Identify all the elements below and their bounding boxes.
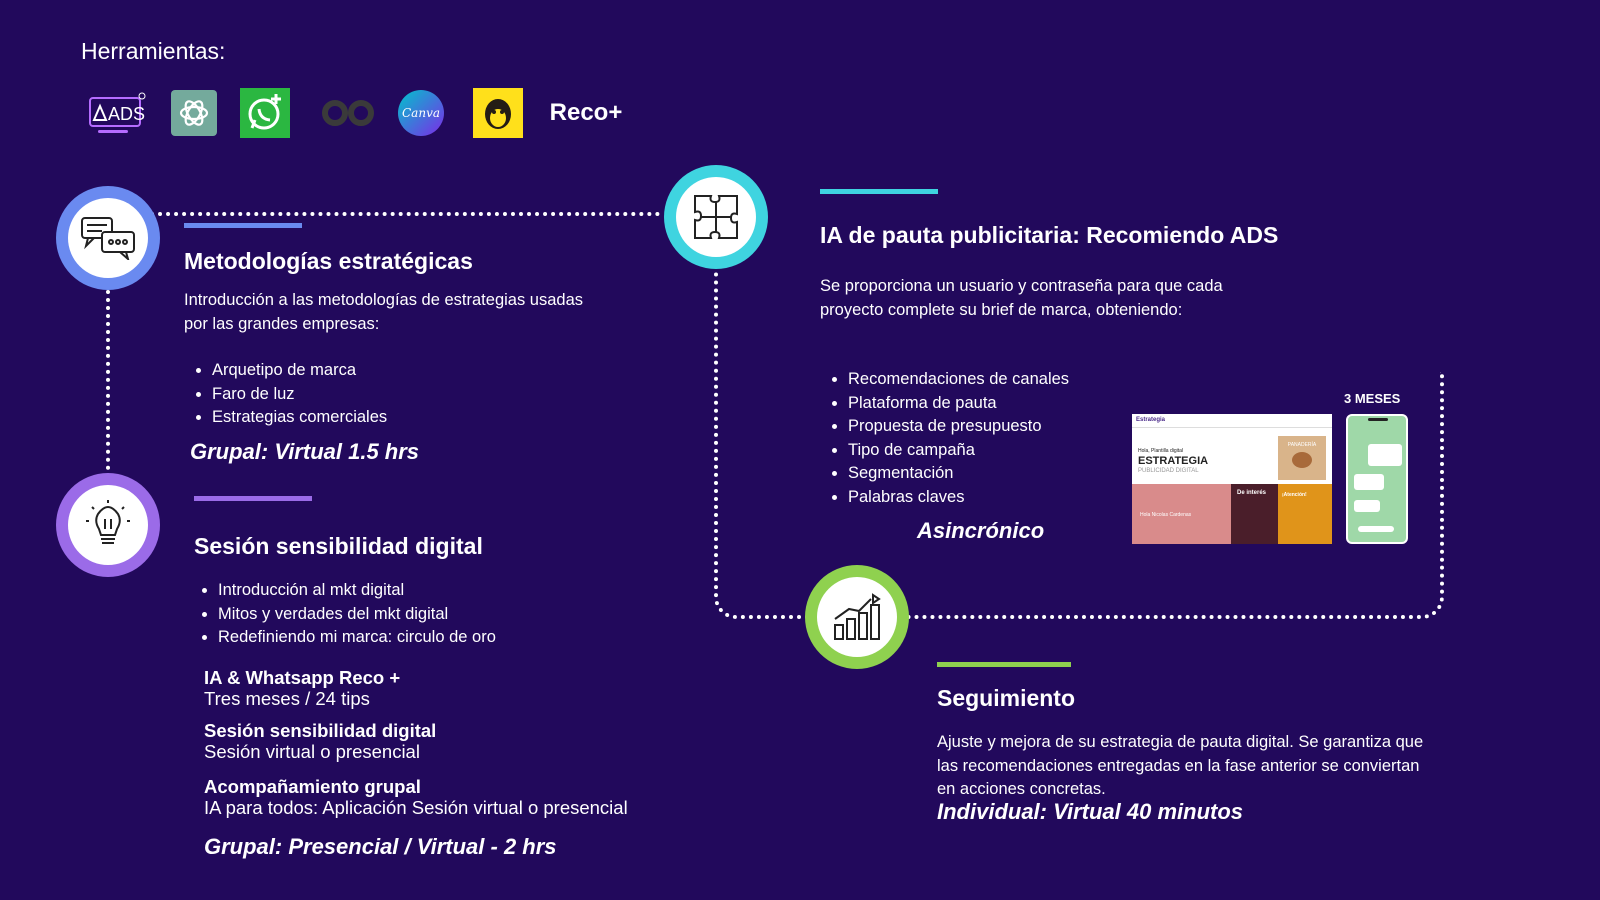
list-item: • Introducción al mkt digital — [218, 579, 496, 603]
preview-panel-user: Hola Nicolas Cardenas — [1132, 484, 1231, 544]
sensibilidad-list — [190, 579, 496, 650]
list-item: • Segmentación — [848, 462, 1069, 486]
list-item: • Faro de luz — [212, 383, 387, 407]
growth-chart-icon — [831, 593, 883, 641]
growth-step-circle — [805, 565, 909, 669]
chatgpt-logo-icon — [170, 88, 218, 138]
ia-pauta-mode: Asincrónico — [917, 518, 1045, 543]
idea-step-circle — [56, 473, 160, 577]
tools-title: Herramientas: — [81, 38, 226, 64]
sensibilidad-title: Sesión sensibilidad digital — [194, 533, 483, 559]
section-accent-bar — [194, 496, 312, 501]
metodologias-mode: Grupal: Virtual 1.5 hrs — [190, 439, 420, 464]
sub-item-text: IA para todos: Aplicación Sesión virtual o presencial — [204, 797, 628, 818]
seguimiento-description: Ajuste y mejora de su estrategia de pauta digital. Se garantiza que las recomendaciones entregadas en la fase anterior se conviertan en acciones concretas. — [937, 733, 1424, 798]
preview-photo: PANADERÍA — [1278, 436, 1326, 480]
strategy-preview-image — [1132, 414, 1332, 544]
list-item: • Estrategias comerciales — [212, 406, 387, 430]
preview-panel-attention: ¡Atención! — [1278, 484, 1332, 544]
sub-item-title: Sesión sensibilidad digital — [204, 720, 437, 741]
connector-line — [106, 290, 110, 470]
ia-pauta-title: IA de pauta publicitaria: Recomiendo ADS — [820, 222, 1279, 248]
list-item: • Propuesta de presupuesto — [848, 415, 1069, 439]
ads-logo-icon — [86, 88, 146, 138]
list-item: • Arquetipo de marca — [212, 359, 387, 383]
list-item: • Redefiniendo mi marca: circulo de oro — [218, 626, 496, 650]
sub-item-text: Sesión virtual o presencial — [204, 741, 420, 762]
sub-item — [204, 776, 628, 818]
ia-pauta-description: Se proporciona un usuario y contraseña para que cada proyecto complete su brief de marca, obteniendo: — [820, 277, 1223, 319]
list-item: • Palabras claves — [848, 486, 1069, 510]
preview-greeting: Hola, Plantilla digital — [1138, 448, 1184, 454]
section-accent-bar — [937, 662, 1071, 667]
reco-logo-icon: Reco+ — [549, 99, 623, 126]
phone-chat-preview — [1346, 414, 1408, 544]
sub-item-title: IA & Whatsapp Reco + — [204, 667, 401, 688]
seguimiento-mode: Individual: Virtual 40 minutos — [937, 799, 1244, 824]
metodologias-title: Metodologías estratégicas — [184, 248, 473, 274]
metodologias-description: Introducción a las metodologías de estrategias usadas por las grandes empresas: — [184, 291, 583, 333]
sub-item-text: Tres meses / 24 tips — [204, 688, 370, 709]
list-item: • Recomendaciones de canales — [848, 368, 1069, 392]
puzzle-icon — [691, 192, 741, 242]
chat-bubbles-icon — [80, 216, 136, 260]
sub-item-title: Acompañamiento grupal — [204, 776, 421, 797]
sensibilidad-mode: Grupal: Presencial / Virtual - 2 hrs — [204, 834, 557, 859]
infinity-logo-icon — [320, 88, 376, 138]
list-item: • Mitos y verdades del mkt digital — [218, 603, 496, 627]
list-item: • Plataforma de pauta — [848, 392, 1069, 416]
sub-item — [204, 667, 400, 709]
list-item: • Tipo de campaña — [848, 439, 1069, 463]
ia-pauta-list — [820, 368, 1069, 509]
whatsapp-logo-icon — [240, 88, 290, 138]
mailchimp-logo-icon — [473, 88, 523, 138]
preview-title: ESTRATEGIA — [1138, 455, 1209, 467]
seguimiento-title: Seguimiento — [937, 685, 1076, 711]
connector-line — [150, 212, 660, 216]
chat-step-circle — [56, 186, 160, 290]
preview-header: Estrategia — [1132, 414, 1332, 428]
section-accent-bar — [184, 223, 302, 228]
lightbulb-icon — [84, 499, 132, 551]
preview-subtitle: PUBLICIDAD DIGITAL — [1138, 468, 1199, 474]
connector-line — [714, 265, 818, 619]
section-accent-bar — [820, 189, 938, 194]
canva-logo-icon: Canva — [397, 88, 445, 138]
puzzle-step-circle — [664, 165, 768, 269]
svg-text:ADS: ADS — [108, 104, 146, 124]
months-label: 3 MESES — [1344, 391, 1401, 406]
sub-item — [204, 720, 436, 762]
preview-panel-interest: De interés — [1231, 484, 1278, 544]
metodologias-list — [184, 359, 387, 430]
